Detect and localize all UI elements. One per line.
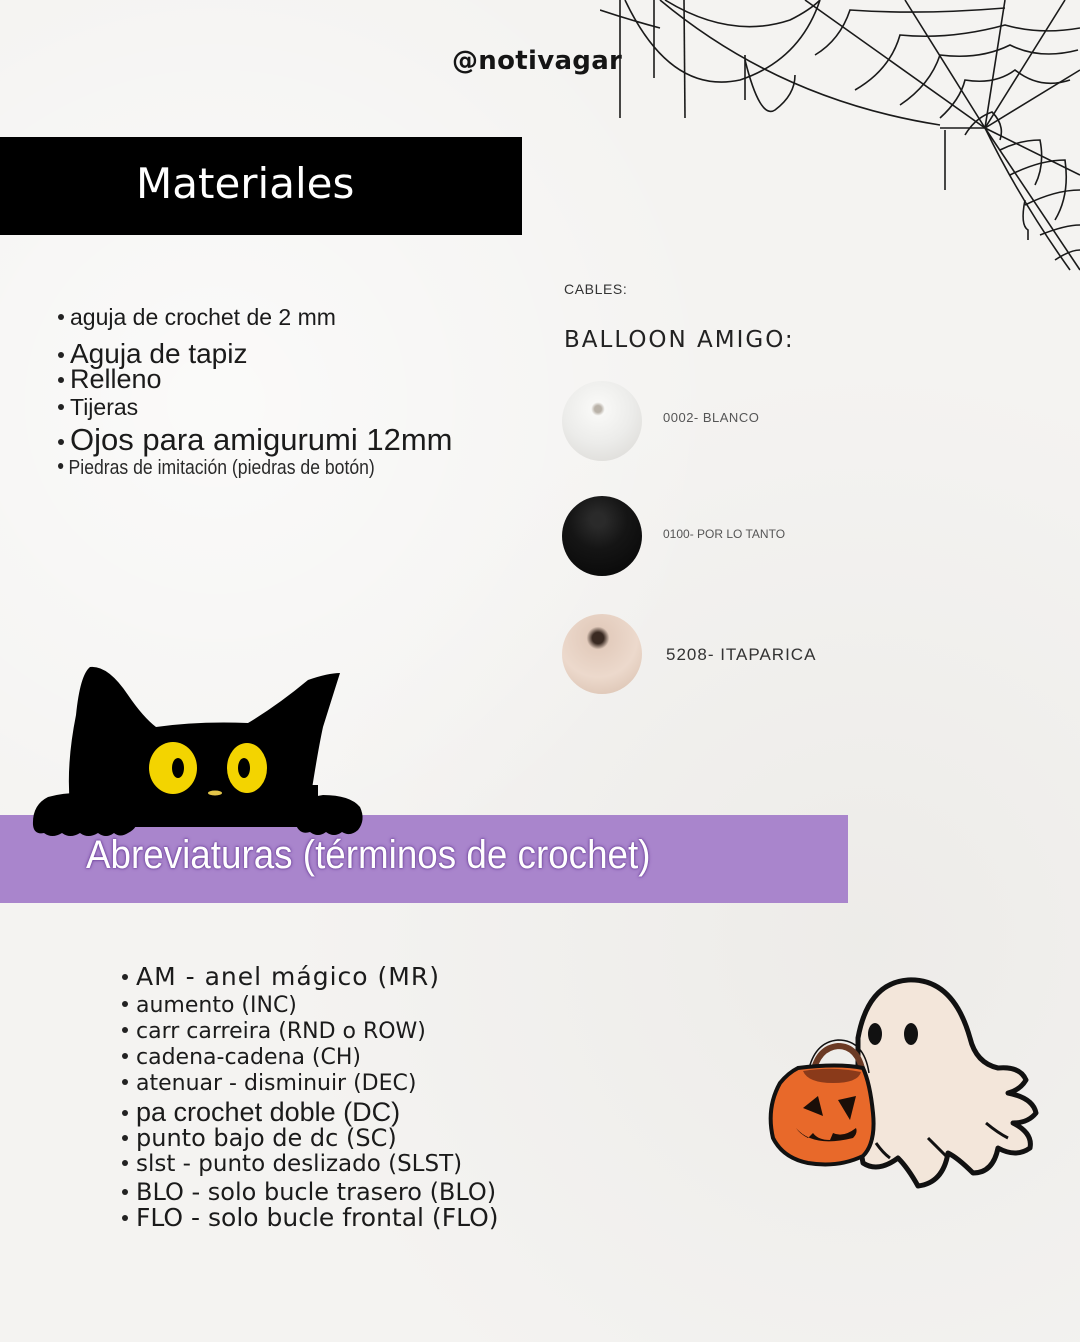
list-item: punto bajo de dc (SC) bbox=[122, 1126, 499, 1153]
bullet-icon bbox=[122, 1053, 128, 1059]
yarn-section-label: CABLES: bbox=[564, 281, 628, 297]
list-item: carr carreira (RND o ROW) bbox=[122, 1021, 499, 1047]
list-item: FLO - solo bucle frontal (FLO) bbox=[122, 1205, 499, 1233]
bullet-icon bbox=[58, 439, 64, 445]
yarn-color-label: 0100- POR LO TANTO bbox=[663, 527, 786, 541]
list-item: pa crochet doble (DC) bbox=[122, 1099, 499, 1126]
bullet-icon bbox=[122, 1110, 128, 1116]
materials-header bbox=[0, 137, 522, 235]
bullet-icon bbox=[58, 377, 64, 383]
bullet-icon bbox=[122, 1027, 128, 1033]
bullet-icon bbox=[122, 1189, 128, 1195]
list-item: Aguja de tapiz bbox=[58, 340, 452, 366]
bullet-icon bbox=[122, 1079, 128, 1085]
list-item: AM - anel mágico (MR) bbox=[122, 964, 499, 995]
bullet-icon bbox=[58, 314, 64, 320]
bullet-icon bbox=[58, 352, 64, 358]
list-item: Relleno bbox=[58, 366, 452, 396]
account-handle: @notivagar bbox=[452, 46, 623, 76]
list-item: cadena-cadena (CH) bbox=[122, 1047, 499, 1073]
bullet-icon bbox=[122, 974, 128, 980]
yarn-ball-peach-icon bbox=[562, 614, 642, 694]
yarn-brand: BALLOON AMIGO: bbox=[564, 327, 795, 353]
yarn-color-label: 5208- ITAPARICA bbox=[666, 645, 817, 664]
bullet-icon bbox=[122, 1135, 128, 1141]
list-item: atenuar - disminuir (DEC) bbox=[122, 1073, 499, 1099]
list-item: BLO - solo bucle trasero (BLO) bbox=[122, 1180, 499, 1205]
bullet-icon bbox=[58, 404, 64, 410]
spider-web-icon bbox=[600, 0, 1080, 290]
yarn-ball-white-icon bbox=[562, 381, 642, 461]
list-item: aguja de crochet de 2 mm bbox=[58, 306, 452, 336]
materials-list bbox=[58, 306, 452, 484]
ghost-with-pumpkin-bucket-icon bbox=[758, 968, 1048, 1193]
abbreviations-title: Abreviaturas (términos de crochet) bbox=[86, 833, 651, 877]
list-item: slst - punto deslizado (SLST) bbox=[122, 1153, 499, 1180]
yarn-color-label: 0002- BLANCO bbox=[663, 410, 760, 425]
list-item: Tijeras bbox=[58, 396, 452, 424]
yarn-ball-black-icon bbox=[562, 496, 642, 576]
list-item: Ojos para amigurumi 12mm bbox=[58, 424, 452, 458]
materials-title: Materiales bbox=[136, 159, 355, 208]
bullet-icon bbox=[122, 1160, 128, 1166]
bullet-icon bbox=[58, 463, 63, 469]
bullet-icon bbox=[122, 1001, 128, 1007]
abbreviations-list bbox=[122, 964, 499, 1233]
bullet-icon bbox=[122, 1215, 128, 1221]
list-item: Piedras de imitación (piedras de botón) bbox=[58, 458, 405, 484]
black-cat-peeking-icon bbox=[28, 655, 368, 840]
list-item: aumento (INC) bbox=[122, 995, 499, 1021]
